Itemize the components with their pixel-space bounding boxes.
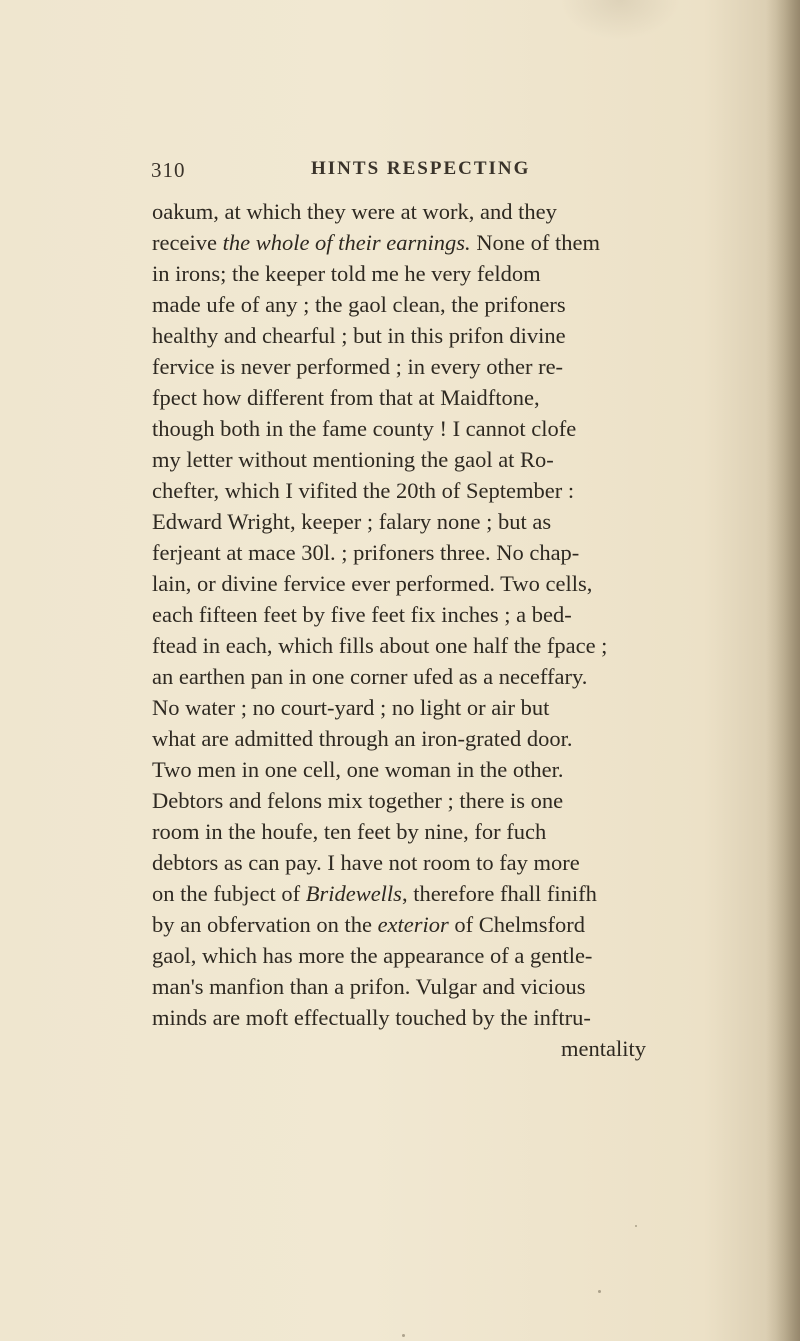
text-run: ferjeant at mace 30l. ; prifoners three. No chap-: [152, 540, 580, 565]
text-run: room in the houfe, ten feet by nine, for fuch: [152, 819, 547, 844]
italic-text: Bridewells: [305, 881, 402, 906]
text-run: minds are moft effectually touched by the inftru-: [152, 1005, 591, 1030]
text-run: an earthen pan in one corner ufed as a neceffary.: [152, 664, 588, 689]
text-line: [152, 661, 792, 692]
text-run: , therefore fhall finifh: [401, 881, 597, 906]
text-line: [152, 816, 792, 847]
text-run: of Chelmsford: [448, 912, 586, 937]
text-run: None of them: [470, 230, 601, 255]
text-run: my letter without mentioning the gaol at Ro-: [152, 447, 554, 472]
text-line: [152, 785, 792, 816]
text-run: healthy and chearful ; but in this prifon divine: [152, 323, 566, 348]
text-line: [152, 940, 792, 971]
text-line: [152, 382, 792, 413]
text-line: [152, 537, 792, 568]
text-run: Two men in one cell, one woman in the other.: [152, 757, 564, 782]
text-line: [152, 847, 792, 878]
text-line: [152, 568, 792, 599]
running-header: [0, 158, 800, 188]
paper-speck: [598, 1290, 601, 1293]
text-run: fervice is never performed ; in every other re-: [152, 354, 564, 379]
text-line: [152, 878, 792, 909]
paper-speck: [635, 1225, 637, 1227]
text-line: [152, 630, 792, 661]
text-line: [152, 196, 792, 227]
text-run: Debtors and felons mix together ; there is one: [152, 788, 564, 813]
text-run: receive: [152, 230, 223, 255]
text-run: lain, or divine fervice ever performed. Two cells,: [152, 571, 593, 596]
text-run: by an obfervation on the: [152, 912, 378, 937]
page-number: 310: [151, 158, 186, 182]
text-line: [152, 289, 792, 320]
text-run: fpect how different from that at Maidftone,: [152, 385, 540, 410]
text-line: [152, 692, 792, 723]
text-run: debtors as can pay. I have not room to fay more: [152, 850, 580, 875]
catchword: mentality: [561, 1036, 646, 1061]
text-run: chefter, which I vifited the 20th of September :: [152, 478, 575, 503]
text-run: made ufe of any ; the gaol clean, the prifoners: [152, 292, 566, 317]
text-run: No water ; no court-yard ; no light or air but: [152, 695, 550, 720]
text-run: on the fubject of: [152, 881, 306, 906]
text-line: [152, 351, 792, 382]
text-run: man's manfion than a prifon. Vulgar and vicious: [152, 974, 586, 999]
italic-text: the whole of their earnings.: [222, 230, 471, 255]
text-run: oakum, at which they were at work, and they: [152, 199, 557, 224]
text-line: [152, 723, 792, 754]
text-line: [152, 754, 792, 785]
running-title: HINTS RESPECTING: [311, 158, 531, 179]
italic-text: exterior: [377, 912, 449, 937]
text-run: though both in the fame county ! I cannot clofe: [152, 416, 577, 441]
text-line: [152, 909, 792, 940]
text-line: [152, 506, 792, 537]
text-line: [152, 227, 792, 258]
text-line: [152, 1002, 792, 1033]
text-run: each fifteen feet by five feet fix inches ; a bed-: [152, 602, 572, 627]
text-run: ftead in each, which fills about one half the fpace ;: [152, 633, 608, 658]
paper-speck: [402, 1334, 405, 1337]
text-line: [152, 971, 792, 1002]
text-line: [152, 475, 792, 506]
text-run: Edward Wright, keeper ; falary none ; but as: [152, 509, 552, 534]
text-line: [152, 320, 792, 351]
text-line: [152, 258, 792, 289]
paper-stain: [560, 0, 680, 40]
text-line: [152, 444, 792, 475]
text-run: gaol, which has more the appearance of a gentle-: [152, 943, 593, 968]
text-run: what are admitted through an iron-grated door.: [152, 726, 573, 751]
text-run: in irons; the keeper told me he very feldom: [152, 261, 541, 286]
text-line: [152, 413, 792, 444]
text-line: [152, 599, 792, 630]
body-text: [152, 196, 792, 1064]
